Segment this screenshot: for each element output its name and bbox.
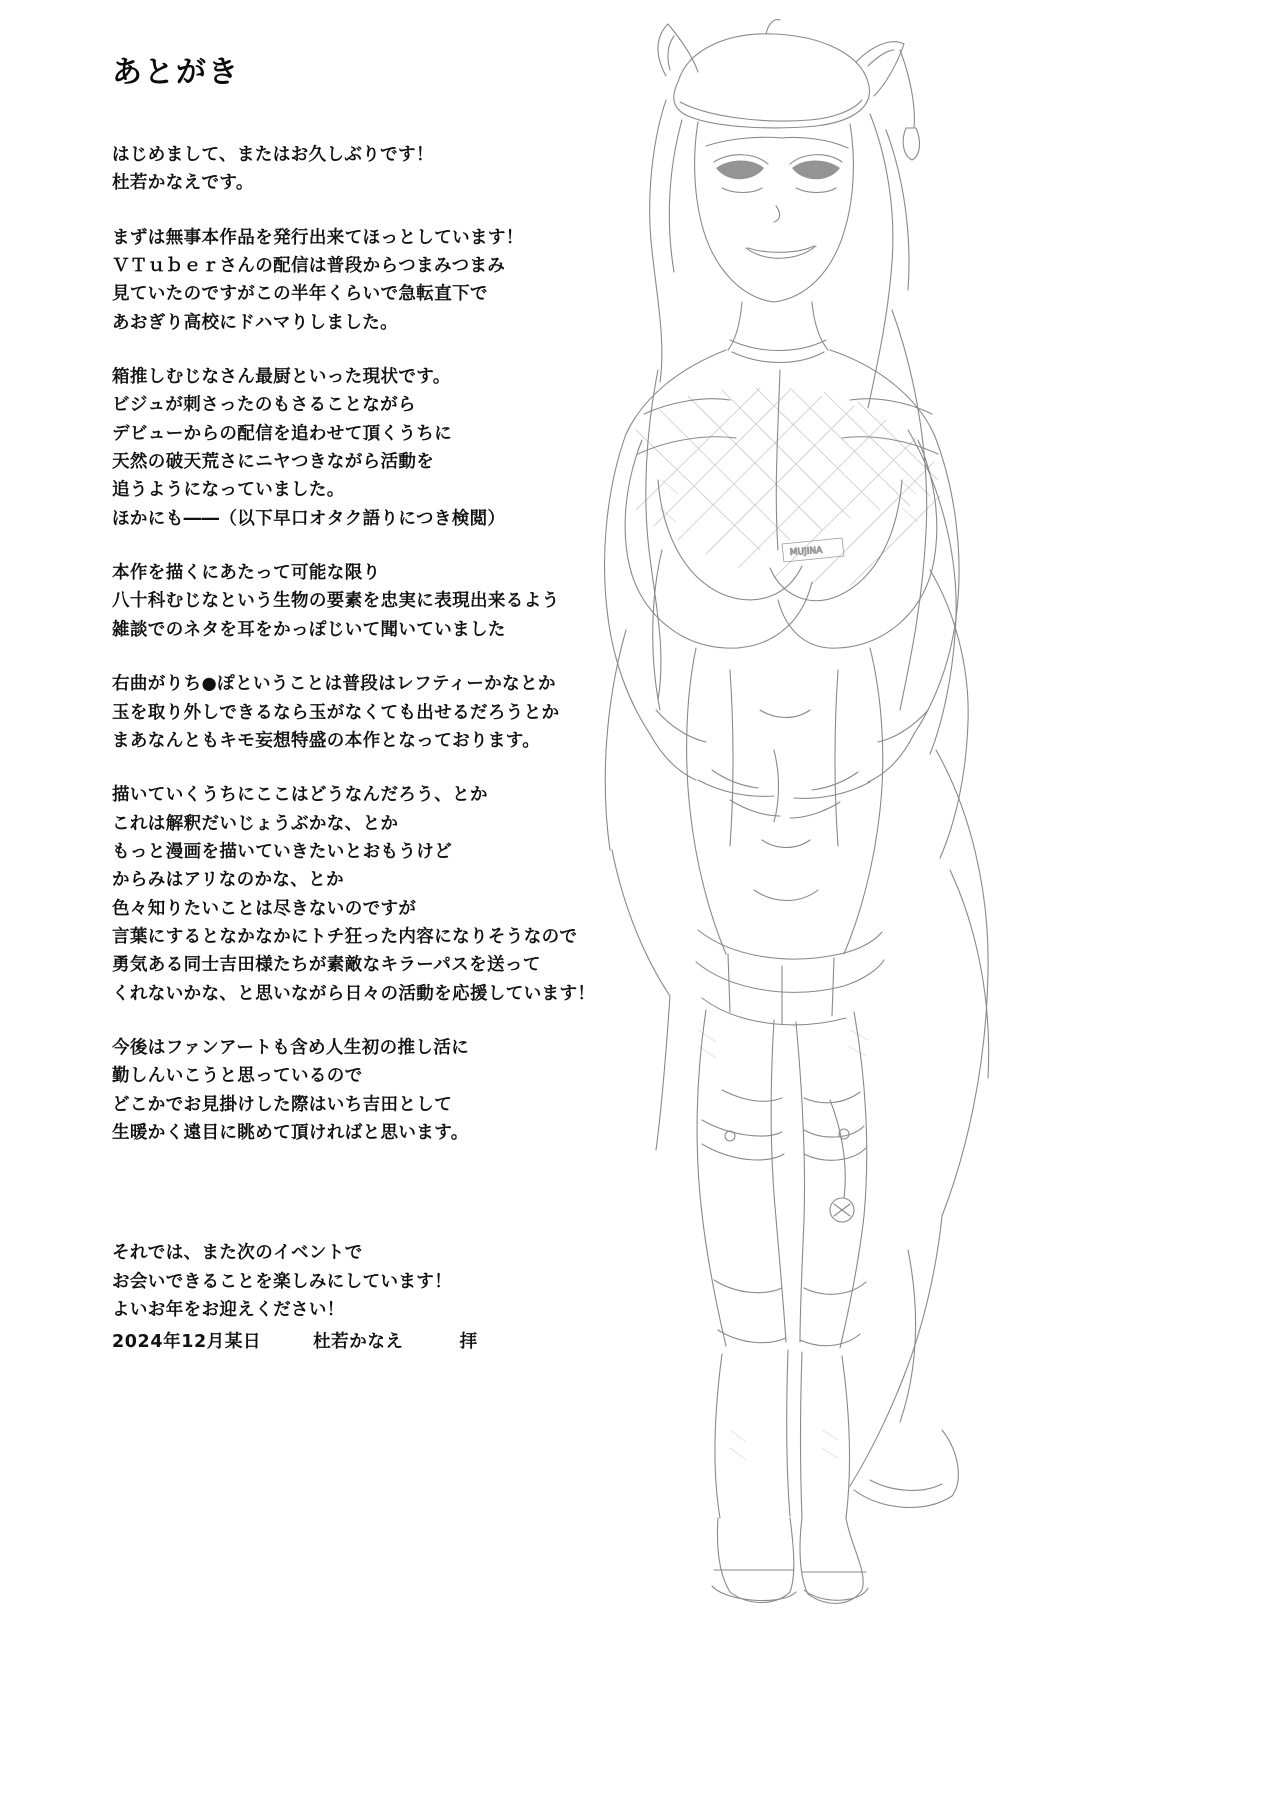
text-line: どこかでお見掛けした際はいち吉田として (112, 1094, 453, 1115)
text-line: まあなんともキモ妄想特盛の本作となっております。 (112, 730, 541, 751)
text-line: はじめまして、またはお久しぶりです！ (112, 145, 434, 165)
text-line: ビジュが刺さったのもさることながら (112, 395, 416, 416)
text-line: デビューからの配信を追わせて頂くうちに (112, 423, 453, 444)
page-title: あとがき (112, 55, 240, 90)
text-line: 今後はファンアートも含め人生初の推し活に (112, 1037, 470, 1058)
signature-name: 杜若かなえ (313, 1332, 404, 1352)
text-line: 八十科むじなという生物の要素を忠実に表現出来るよう (112, 591, 560, 612)
text-line: まずは無事本作品を発行出来てほっとしています！ (112, 227, 524, 248)
text-line: 勤しんいこうと思っているので (112, 1066, 363, 1087)
paragraph-while-drawing (112, 781, 732, 1008)
text-line: 雑談でのネタを耳をかっぽじいて聞いていました (112, 619, 506, 640)
paragraph-greeting (112, 141, 732, 198)
text-line: 勇気ある同士吉田様たちが素敵なキラーパスを送って (112, 955, 541, 976)
text-line: 色々知りたいことは尽きないのですが (112, 898, 417, 919)
text-line: 見ていたのですがこの半年くらいで急転直下で (112, 284, 488, 305)
text-line: お会いできることを楽しみにしています！ (112, 1271, 453, 1292)
text-line: 描いていくうちにここはどうなんだろう、とか (112, 785, 488, 806)
text-line: 言葉にするとなかなかにトチ狂った内容になりそうなので (112, 926, 578, 947)
text-line: 杜若かなえです。 (112, 173, 254, 194)
paragraph-closing (112, 1239, 732, 1324)
text-line: 追うようになっていました。 (112, 480, 345, 501)
text-line: もっと漫画を描いていきたいとおもうけど (112, 841, 453, 862)
text-line: 本作を描くにあたって可能な限り (112, 563, 381, 584)
paragraph-fantasy (112, 670, 732, 755)
text-line: 玉を取り外しできるなら玉がなくても出せるだろうとか (112, 702, 560, 723)
text-line: これは解釈だいじょうぶかな、とか (112, 813, 399, 834)
text-line: くれないかな、と思いながら日々の活動を応援しています！ (112, 983, 596, 1004)
paragraph-research (112, 559, 732, 644)
paragraph-future (112, 1034, 732, 1147)
text-line: からみはアリなのかな、とか (112, 870, 344, 891)
signature-honorific: 拝 (459, 1332, 478, 1352)
paragraph-oshi-status (112, 363, 732, 533)
text-line: それでは、また次のイベントで (112, 1243, 363, 1264)
signature-date: 2024年12月某日 (112, 1332, 262, 1352)
text-line: 箱推しむじなさん最厨といった現状です。 (112, 367, 451, 388)
text-line: あおぎり高校にドハマりしました。 (112, 312, 399, 333)
svg-text:MUJINA: MUJINA (789, 545, 823, 558)
text-line: 生暖かく遠目に眺めて頂ければと思います。 (112, 1122, 469, 1143)
text-line: ＶＴｕｂｅｒさんの配信は普段からつまみつまみ (112, 256, 506, 277)
text-line: 天然の破天荒さにニヤつきながら活動を (112, 452, 435, 473)
text-line: よいお年をお迎えください！ (112, 1300, 345, 1320)
text-line: 右曲がりち●ぽということは普段はレフティーかなとか (112, 674, 556, 695)
text-line: ほかにも――（以下早口オタク語りにつき検閲） (112, 508, 506, 529)
afterword-text-column (112, 56, 732, 1350)
paragraph-release-relief (112, 224, 732, 337)
signature-block (112, 1328, 478, 1353)
